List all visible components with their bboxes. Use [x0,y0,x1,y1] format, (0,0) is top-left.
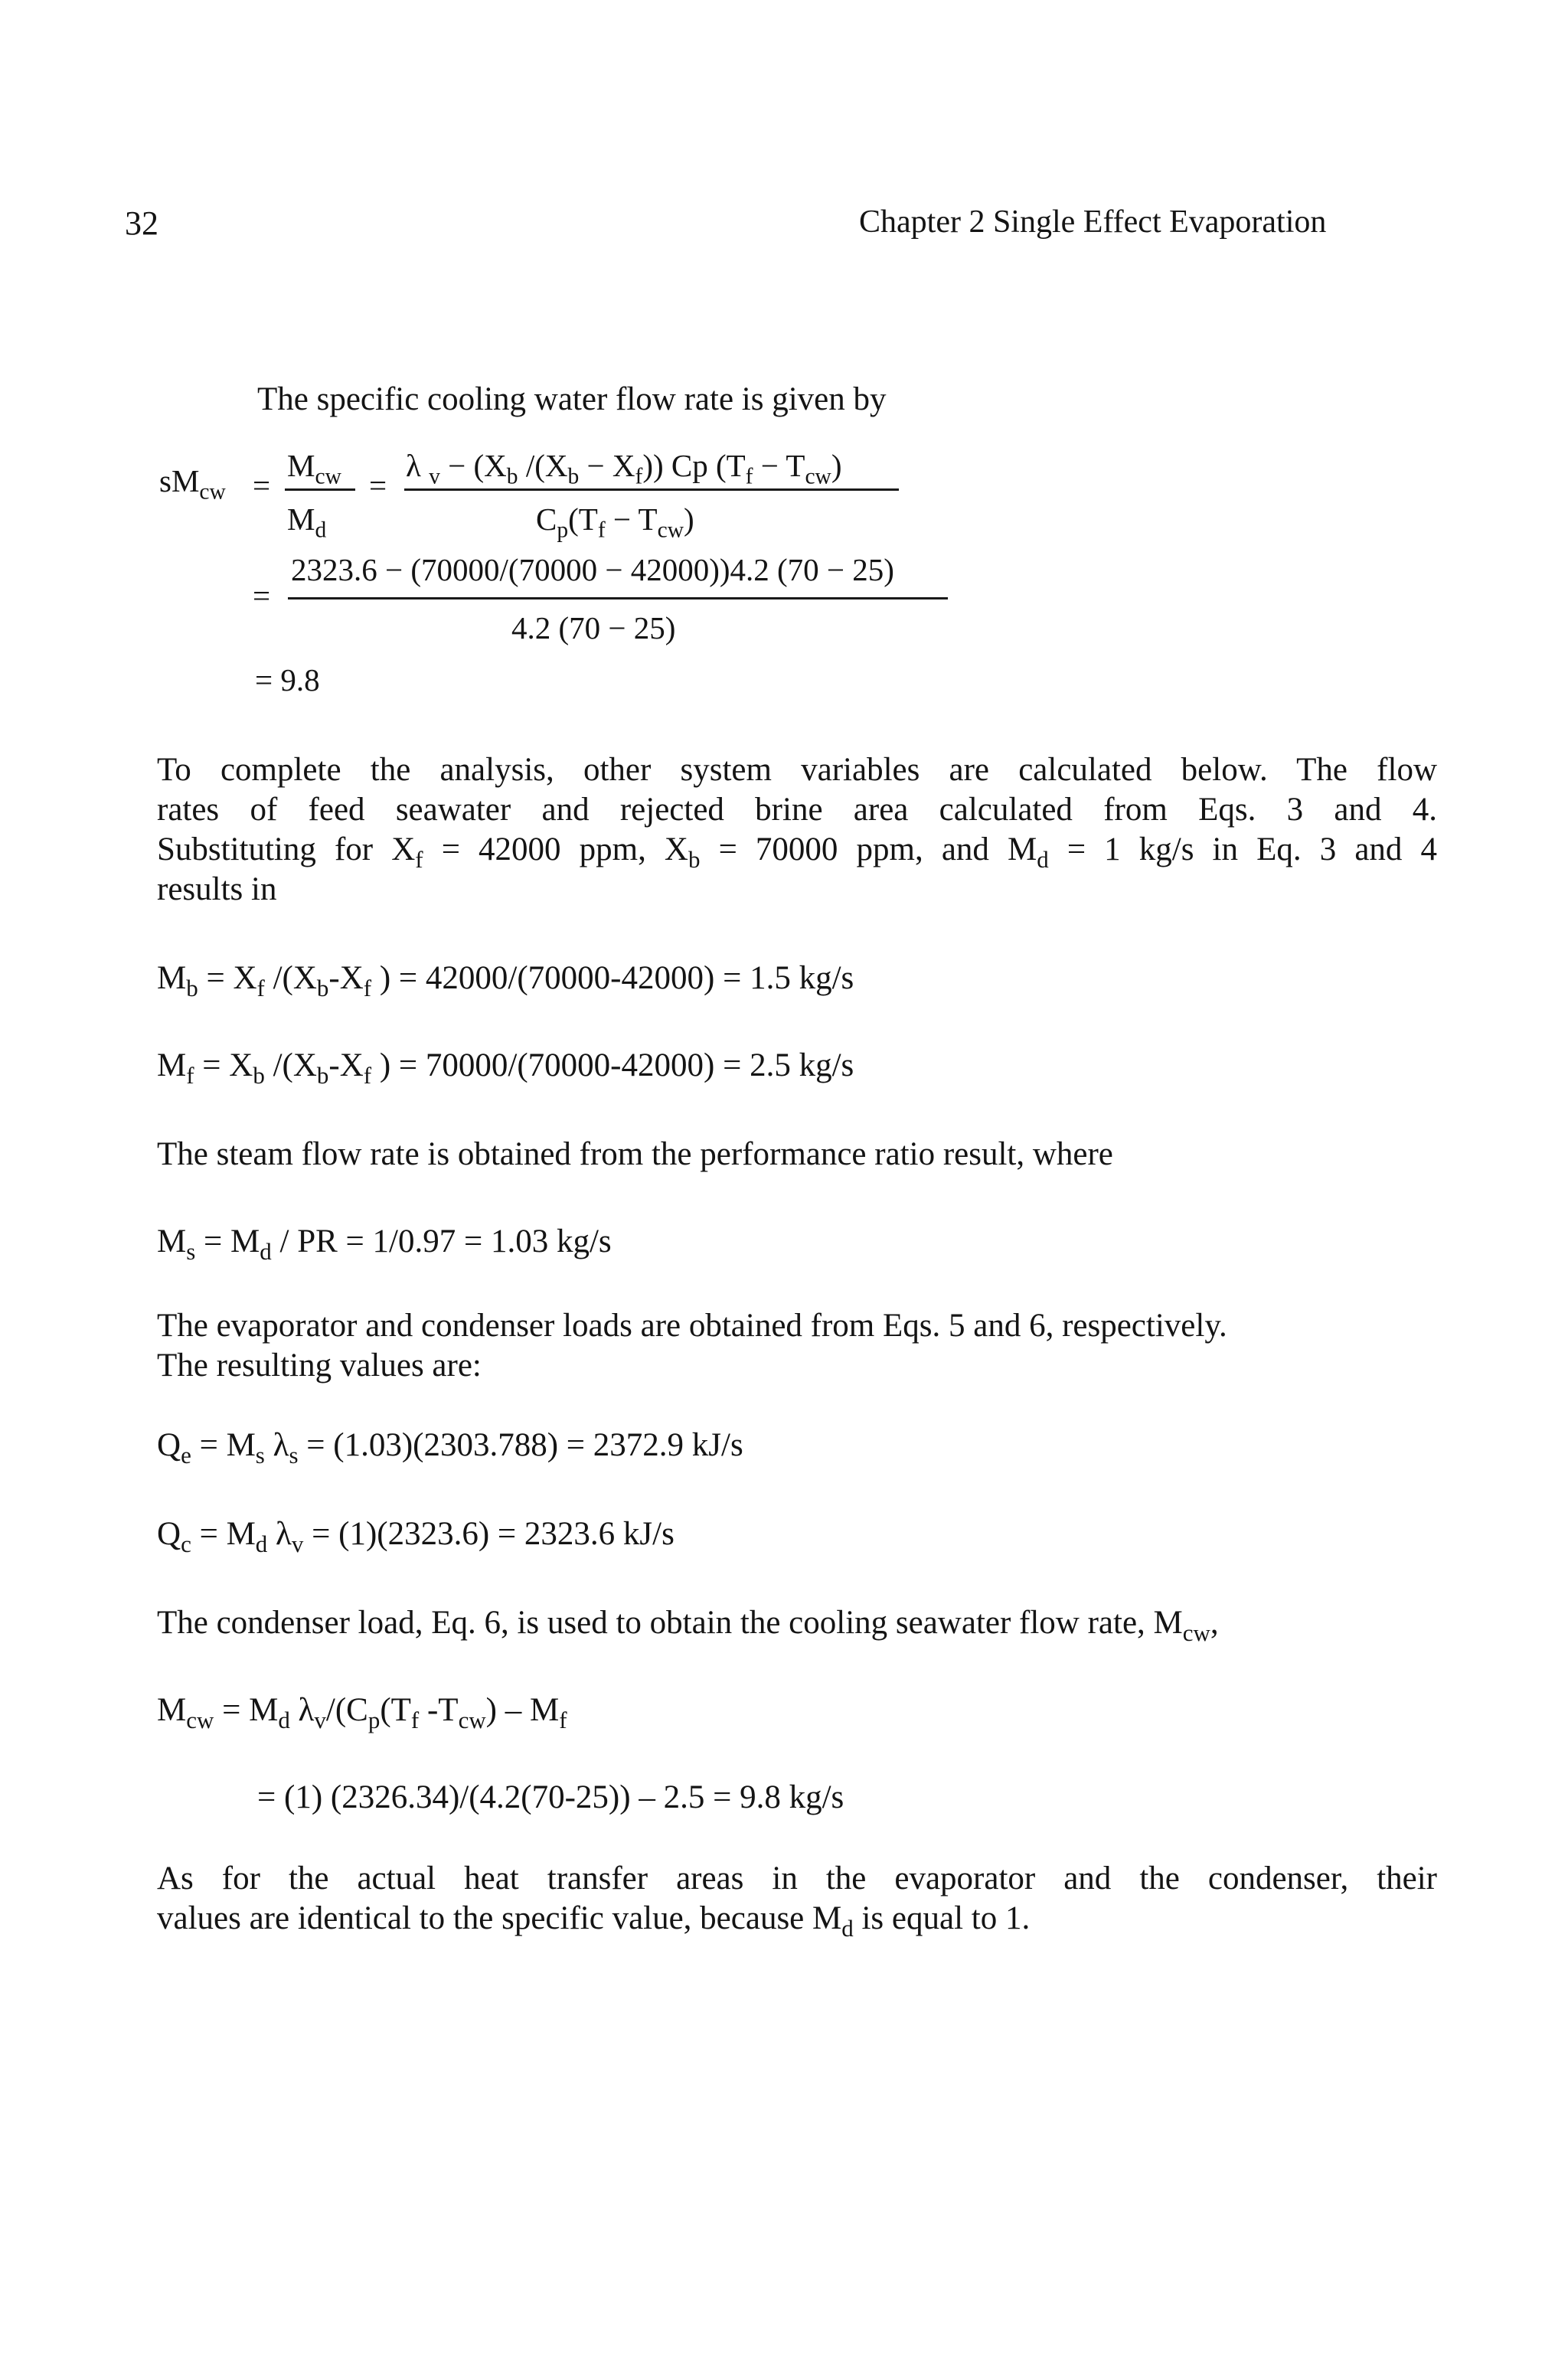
text-run: = (1)(2323.6) = 2323.6 kJ/s [303,1516,675,1552]
text-run: )) Cp (T [642,448,746,483]
subscript: s [289,1441,299,1468]
subscript: cw [1182,1619,1210,1646]
text-run: / PR = 1/0.97 = 1.03 kg/s [271,1223,612,1259]
equation-mf [157,1047,854,1089]
text-run: ) [831,448,842,483]
subscript: f [635,464,643,489]
numeric-fraction-bar [288,597,948,599]
final-paragraph [157,1859,1437,1942]
text-run: − T [605,501,658,537]
text-run: M [157,1223,187,1259]
loads-line-1: The evaporator and condenser loads are obtained from Eqs. 5 and 6, respectively. [157,1308,1227,1344]
text-run: ) = 42000/(70000-42000) = 1.5 kg/s [371,960,854,996]
text-run: λ [289,1692,315,1728]
numeric-denominator: 4.2 (70 − 25) [511,610,676,645]
analysis-paragraph [157,750,1437,910]
loads-line-2: The resulting values are: [157,1348,482,1384]
text-run: (T [380,1692,411,1728]
result-value: = 9.8 [255,662,320,697]
subscript: b [253,1061,265,1089]
subscript: c [181,1530,191,1557]
subscript: cw [805,464,831,489]
text-run: = M [195,1223,260,1259]
fraction1-bar [285,488,355,491]
equals-sign: = [253,468,271,503]
text-run: ) = 70000/(70000-42000) = 2.5 kg/s [371,1047,854,1083]
final-line-2 [157,1899,1437,1942]
text-run: λ [264,1427,289,1463]
equals-sign-2: = [369,468,387,503]
subscript: v [314,1706,326,1733]
analysis-line-4: results in [157,871,277,907]
fraction1-denominator: $M_d$ [287,501,327,543]
lhs-smcw: $sM_{cw}$ [159,463,226,505]
subscript: f [363,974,372,1001]
subscript: f [415,845,423,873]
subscript: cw [657,518,684,543]
subscript: b [316,1061,329,1089]
loads-paragraph [157,1306,1227,1386]
subscript: d [841,1914,854,1942]
text-run: /(X [264,1047,317,1083]
text-run: (T [568,501,598,537]
text-run: = M [191,1516,256,1552]
subscript: f [363,1061,372,1089]
fraction2-denominator [536,501,694,543]
text-run: λ [267,1516,292,1552]
text-run: Q [157,1516,181,1552]
subscript: f [597,518,606,543]
equation-mcw-value: = (1) (2326.34)/(4.2(70-25)) – 2.5 = 9.8 kg/s [257,1779,844,1815]
text-run: ) – M [485,1692,560,1728]
subscript: f [256,974,265,1001]
intro-text: The specific cooling water flow rate is given by [257,381,887,417]
subscript: s [255,1441,265,1468]
text-run: /(X [264,960,317,996]
subscript: p [368,1706,381,1733]
text-run: = 1 kg/s in Eq. 3 and 4 [1048,831,1437,867]
text-run: ) [684,501,694,537]
text-run: = (1.03)(2303.788) = 2372.9 kJ/s [298,1427,743,1463]
subscript: e [181,1441,191,1468]
text-run: M [157,1047,187,1083]
text-run: = X [198,960,257,996]
subscript: v [429,464,440,489]
subscript: p [557,518,569,543]
fraction1-numerator: $M_{cw}$ [287,448,341,489]
subscript: f [410,1706,420,1733]
text-run: is equal to 1. [853,1900,1031,1936]
subscript: d [278,1706,290,1733]
text-run: Q [157,1427,181,1463]
text-run: = 70000 ppm, and M [700,831,1037,867]
analysis-line-3 [157,830,1437,873]
subscript: d [1037,845,1049,873]
final-line-1: As for the actual heat transfer areas in the evaporator and the condenser, their [157,1861,1437,1896]
text-run: = M [191,1427,256,1463]
subscript: d [260,1237,272,1265]
text-run: = X [194,1047,253,1083]
subscript: d [255,1530,268,1557]
fraction2-bar [404,488,899,491]
subscript: b [567,464,580,489]
text-run: , [1210,1605,1219,1641]
equals-sign-3: = [253,578,271,613]
fraction2-numerator: λ $_v - (X_b$ $/(X_b - X_f)$) Cp $(T_f - T_{cw})$ [406,448,842,489]
subscript: b [186,974,198,1001]
subscript: v [291,1530,304,1557]
steam-text: The steam flow rate is obtained from the performance ratio result, where [157,1136,1113,1172]
condenser-text [157,1605,1219,1646]
text-run: Substituting for X [157,831,416,867]
equation-qc [157,1516,675,1557]
analysis-line-1: To complete the analysis, other system variables are calculated below. The flow [157,752,1437,788]
equation-mcw [157,1692,567,1733]
text-run: The condenser load, Eq. 6, is used to obtain the cooling seawater flow rate, M [157,1605,1183,1641]
subscript: cw [458,1706,486,1733]
text-run: − T [753,448,805,483]
text-run: -X [328,1047,364,1083]
text-run: /(C [325,1692,368,1728]
subscript: f [186,1061,194,1089]
numeric-numerator: 2323.6 − (70000/(70000 − 42000))4.2 (70 − 25) [291,552,894,587]
running-title: Chapter 2 Single Effect Evaporation [859,204,1327,240]
text-run: = M [214,1692,279,1728]
text-run: -T [419,1692,459,1728]
page-number: 32 [125,204,158,242]
text-run: /(X [518,448,568,483]
equation-mb [157,960,854,1001]
text-run: M [157,960,187,996]
subscript: b [506,464,518,489]
text-run: C [536,501,557,537]
subscript: b [316,974,329,1001]
subscript: s [186,1237,196,1265]
subscript: f [745,464,753,489]
text-run: − (X [439,448,507,483]
equation-ms [157,1223,612,1265]
subscript: cw [186,1706,214,1733]
equation-qe [157,1427,743,1468]
text-run: = 42000 ppm, X [423,831,688,867]
text-run: M [157,1692,187,1728]
text-run: − X [579,448,635,483]
text-run: values are identical to the specific value, because M [157,1900,842,1936]
text-run: -X [328,960,364,996]
subscript: b [688,845,701,873]
analysis-line-2: rates of feed seawater and rejected brine area calculated from Eqs. 3 and 4. [157,792,1437,828]
subscript: f [559,1706,567,1733]
